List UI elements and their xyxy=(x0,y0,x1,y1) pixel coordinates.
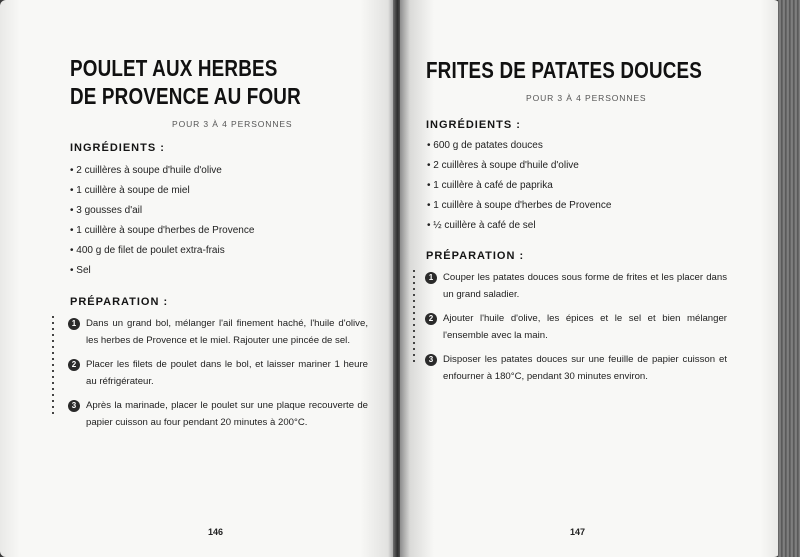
ingredient-item: • 2 cuillères à soupe d'huile d'olive xyxy=(70,161,254,181)
page-edges xyxy=(778,0,800,557)
ingredient-item: • 1 cuillère à café de paprika xyxy=(427,176,611,196)
step-item xyxy=(68,398,368,431)
step-text: Placer les filets de poulet dans le bol, et laisser mariner 1 heure au réfrigérateur. xyxy=(86,359,368,387)
ingredients-heading: INGRÉDIENTS : xyxy=(426,119,521,131)
left-page xyxy=(0,0,395,557)
step-text: Disposer les patates douces sur une feuille de papier cuisson et enfourner à 180°C, pendant 30 minutes environ. xyxy=(443,354,727,382)
step-text: Après la marinade, placer le poulet sur une plaque recouverte de papier cuisson au four pendant 20 minutes à 200°C. xyxy=(86,400,368,428)
ingredients-list xyxy=(427,136,611,236)
step-item xyxy=(425,352,727,385)
steps-list xyxy=(425,270,727,393)
ingredient-item: • 2 cuillères à soupe d'huile d'olive xyxy=(427,156,611,176)
preparation-heading: PRÉPARATION : xyxy=(70,296,169,308)
page-number: 146 xyxy=(208,527,224,537)
title-line-1: FRITES DE PATATES DOUCES xyxy=(426,57,703,83)
servings: POUR 3 À 4 PERSONNES xyxy=(526,93,647,103)
step-text: Dans un grand bol, mélanger l'ail finement haché, l'huile d'olive, les herbes de Provence et le miel. Rajouter une pincée de sel. xyxy=(86,318,368,346)
ingredients-heading: INGRÉDIENTS : xyxy=(70,142,165,154)
step-item xyxy=(68,316,368,349)
dotted-margin-line xyxy=(413,270,415,362)
step-number-badge: 1 xyxy=(425,272,437,284)
right-page xyxy=(400,0,780,557)
ingredient-item: • ½ cuillère à café de sel xyxy=(427,216,611,236)
title-line-1: POULET AUX HERBES xyxy=(70,55,278,81)
ingredient-item: • 1 cuillère à soupe d'herbes de Provence xyxy=(427,196,611,216)
ingredient-item: • 400 g de filet de poulet extra-frais xyxy=(70,241,254,261)
recipe-title xyxy=(426,56,702,84)
step-item xyxy=(68,357,368,390)
ingredient-item: • 1 cuillère à soupe de miel xyxy=(70,181,254,201)
ingredient-item: • 600 g de patates douces xyxy=(427,136,611,156)
ingredient-item: • Sel xyxy=(70,261,254,281)
steps-list xyxy=(68,316,368,439)
step-text: Couper les patates douces sous forme de frites et les placer dans un grand saladier. xyxy=(443,272,727,300)
title-line-2: DE PROVENCE AU FOUR xyxy=(70,83,301,109)
ingredient-item: • 1 cuillère à soupe d'herbes de Provence xyxy=(70,221,254,241)
recipe-title xyxy=(70,54,301,110)
step-number-badge: 3 xyxy=(425,354,437,366)
step-item xyxy=(425,311,727,344)
step-number-badge: 2 xyxy=(425,313,437,325)
step-item xyxy=(425,270,727,303)
page-number: 147 xyxy=(570,527,586,537)
preparation-heading: PRÉPARATION : xyxy=(426,250,525,262)
ingredient-item: • 3 gousses d'ail xyxy=(70,201,254,221)
step-number-badge: 3 xyxy=(68,400,80,412)
ingredients-list xyxy=(70,161,254,281)
dotted-margin-line xyxy=(52,316,54,414)
servings: POUR 3 À 4 PERSONNES xyxy=(172,119,293,129)
step-text: Ajouter l'huile d'olive, les épices et le sel et bien mélanger l'ensemble avec la main. xyxy=(443,313,727,341)
step-number-badge: 2 xyxy=(68,359,80,371)
step-number-badge: 1 xyxy=(68,318,80,330)
